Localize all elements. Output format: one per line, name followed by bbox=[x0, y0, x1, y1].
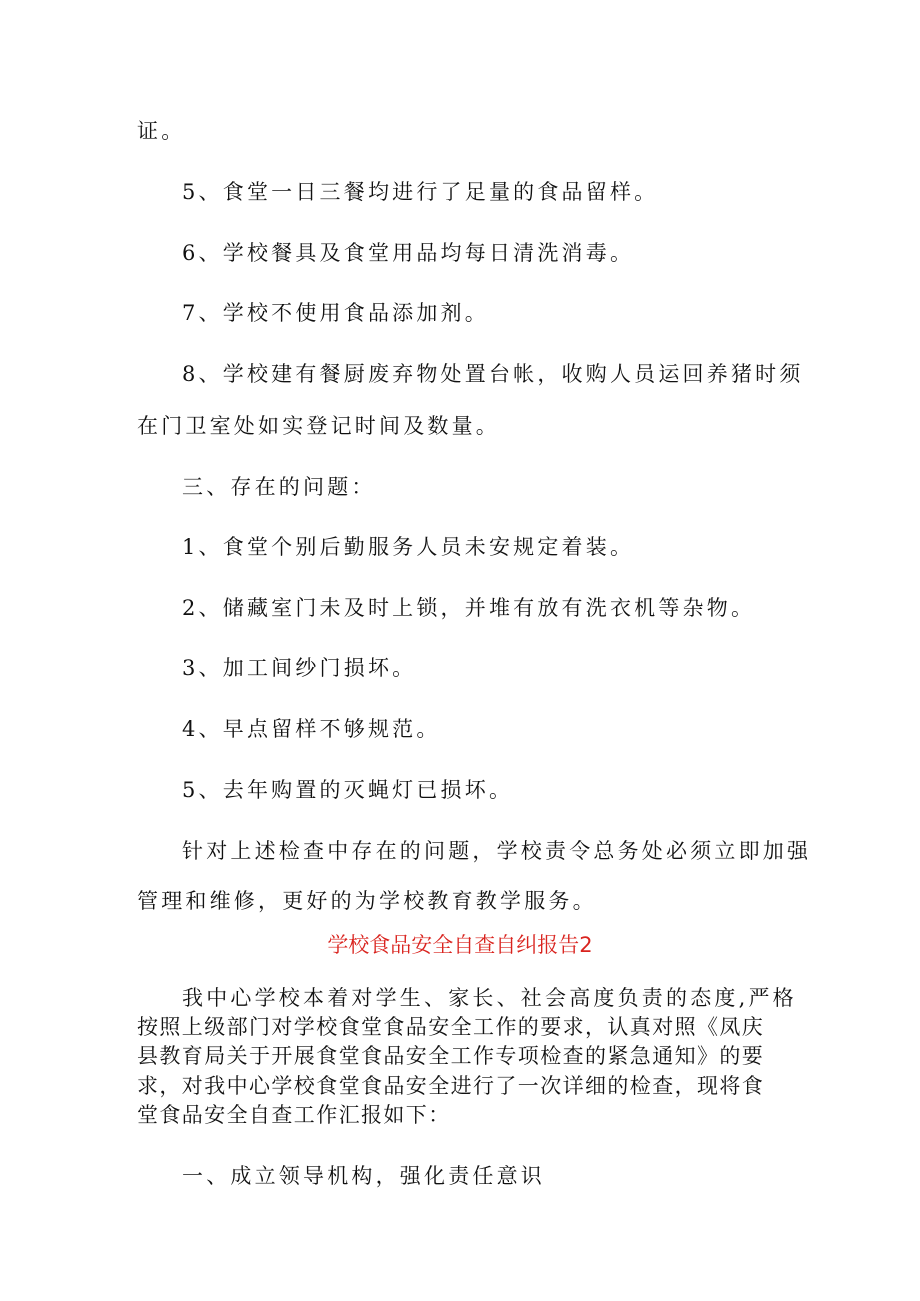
paragraph-line: 3、加工间纱门损坏。 bbox=[182, 656, 417, 680]
paragraph-line: 求，对我中心学校食堂食品安全进行了一次详细的检查，现将食 bbox=[137, 1074, 765, 1098]
paragraph-line: 在门卫室处如实登记时间及数量。 bbox=[137, 414, 500, 438]
paragraph-line: 1、食堂个别后勤服务人员未安规定着装。 bbox=[182, 535, 635, 559]
paragraph-line: 县教育局关于开展食堂食品安全工作专项检查的紧急通知》的要 bbox=[137, 1044, 765, 1068]
report-title: 学校食品安全自查自纠报告2 bbox=[327, 933, 593, 957]
paragraph-line: 5、去年购置的灭蝇灯已损坏。 bbox=[182, 778, 514, 802]
paragraph-line: 6、学校餐具及食堂用品均每日清洗消毒。 bbox=[182, 241, 635, 265]
section-heading-leadership: 一、成立领导机构，强化责任意识 bbox=[182, 1164, 545, 1188]
paragraph-line: 我中心学校本着对学生、家长、社会高度负责的态度,严格 bbox=[182, 986, 797, 1010]
paragraph-line: 按照上级部门对学校食堂食品安全工作的要求，认真对照《凤庆 bbox=[137, 1015, 765, 1039]
paragraph-line: 2、储藏室门未及时上锁，并堆有放有洗衣机等杂物。 bbox=[182, 596, 756, 620]
paragraph-line: 5、食堂一日三餐均进行了足量的食品留样。 bbox=[182, 180, 659, 204]
paragraph-line: 4、早点留样不够规范。 bbox=[182, 717, 441, 741]
paragraph-line: 针对上述检查中存在的问题，学校责令总务处必须立即加强 bbox=[182, 839, 812, 863]
paragraph-line: 7、学校不使用食品添加剂。 bbox=[182, 301, 489, 325]
paragraph-line: 8、学校建有餐厨废弃物处置台帐，收购人员运回养猪时须 bbox=[182, 362, 804, 386]
paragraph-line: 证。 bbox=[137, 119, 186, 143]
paragraph-line: 管理和维修，更好的为学校教育教学服务。 bbox=[137, 889, 597, 913]
section-heading-problems: 三、存在的问题： bbox=[182, 475, 376, 499]
paragraph-line: 堂食品安全自查工作汇报如下： bbox=[137, 1103, 451, 1127]
